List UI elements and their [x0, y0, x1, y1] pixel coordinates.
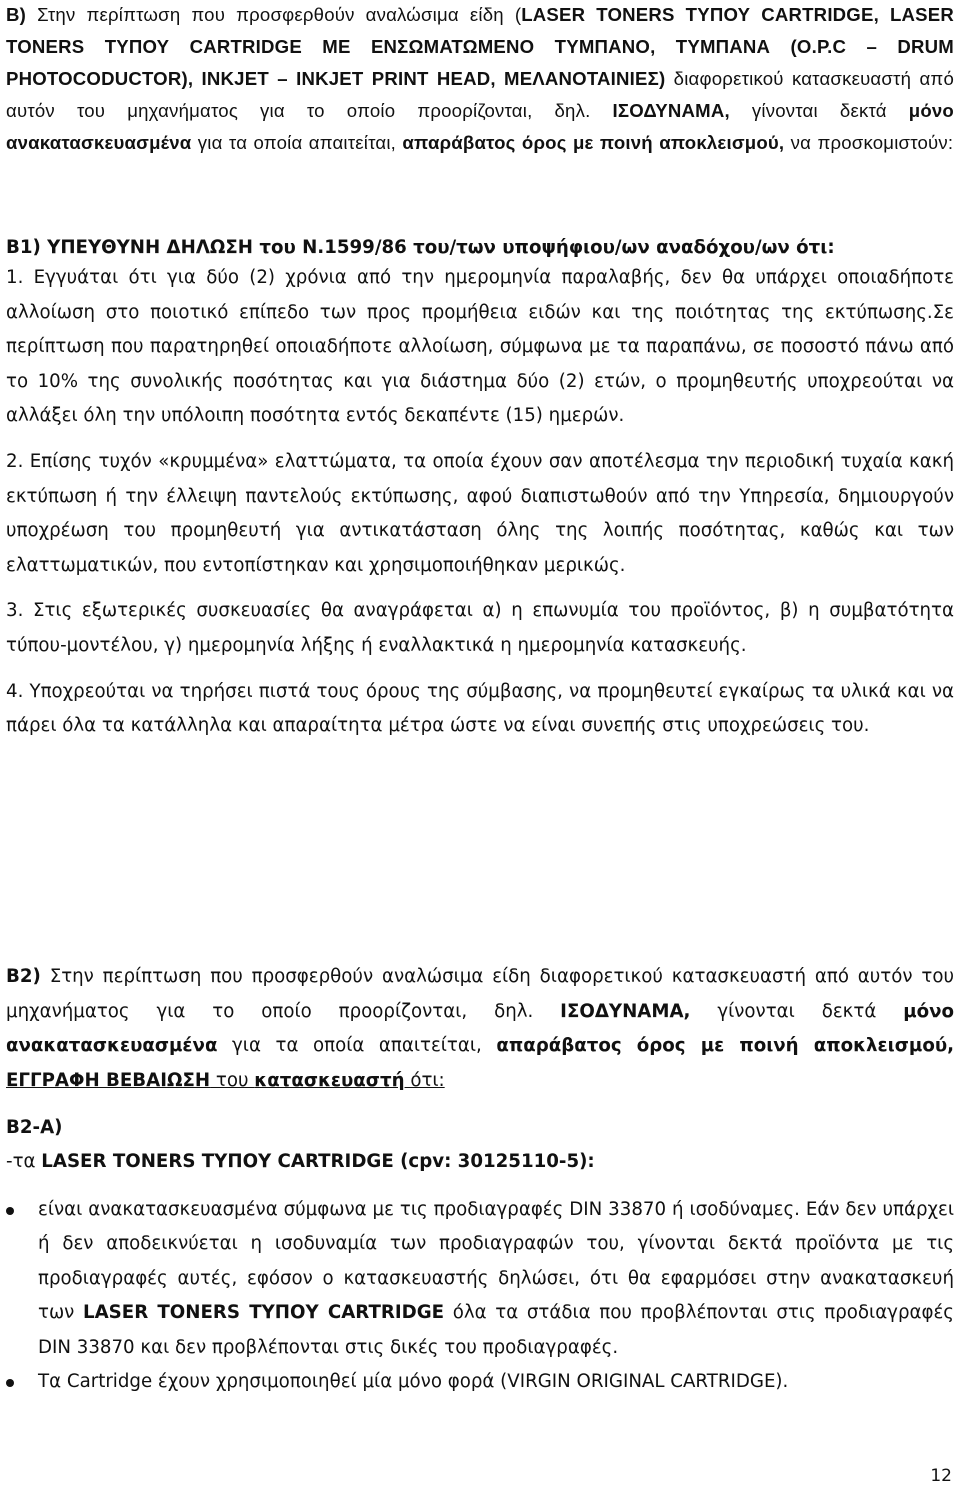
page-number: 12 — [930, 1466, 952, 1486]
list-item: 1. Εγγυάται ότι για δύο (2) χρόνια από την ημερομηνία παραλαβής, δεν θα υπάρχει οποιαδήποτε αλλοίωση στο ποιοτικό επίπεδο των προς προμήθεια ειδών και της ποιότητας της εκτύπωσης.Σε περίπτωση που παρατηρηθεί οποιαδήποτε αλλοίωση, σύμφωνα με τα παραπάνω, σε ποσοστό πάνω από το 10% της συνολικής ποσότητας και για διάστημα δύο (2) ετών, ο προμηθευτής υποχρεούται να αλλάξει όλη την υπόλοιπη ποσότητα εντός δεκαπέντε (15) ημερών. — [6, 267, 954, 427]
section-b2a — [6, 1111, 954, 1399]
section-b1 — [6, 232, 954, 744]
list-item: Τα Cartridge έχουν χρησιμοποιηθεί μία μόνο φορά (VIRGIN ORIGINAL CARTRIDGE). — [6, 1365, 954, 1399]
section-b2-label: Β2) — [6, 966, 41, 987]
bullet-list — [6, 1193, 954, 1399]
section-b2-paragraph: Β2) Στην περίπτωση που προσφερθούν αναλώσιμα είδη διαφορετικού κατασκευαστή από αυτόν του μηχανήματος για το οποίο προορίζονται, δηλ. ΙΣΟΔΥΝΑΜΑ, γίνονται δεκτά μόνο ανακατασκευασμένα για τα οποία απαιτείται, απαράβατος όρος με ποινή αποκλεισμού, ΕΓΓΡΑΦΗ ΒΕΒΑΙΩΣΗ του κατασκευαστή ότι: — [6, 966, 955, 1091]
bullet-icon — [6, 1207, 14, 1215]
list-item: 3. Στις εξωτερικές συσκευασίες θα αναγράφεται α) η επωνυμία του προϊόντος, β) η συμβατότητα τύπου-μοντέλου, γ) ημερομηνία λήξης ή εναλλακτικά η ημερομηνία κατασκευής. — [6, 600, 954, 656]
section-b2a-heading: Β2-Α) — [6, 1117, 63, 1138]
section-b-paragraph: Β) Στην περίπτωση που προσφερθούν αναλώσιμα είδη (LASER TONERS ΤΥΠΟΥ CARTRIDGE, LASER TONERS ΤΥΠΟΥ CARTRIDGE ΜΕ ΕΝΣΩΜΑΤΩΜΕΝΟ ΤΥΜΠΑΝΟ, ΤΥΜΠΑΝΑ (Ο.Ρ.C – DRUM PHOTOCODUCTOR), INKJET – INKJET PRINT HEAD, ΜΕΛΑΝΟΤΑΙΝΙΕΣ) διαφορετικού κατασκευαστή από αυτόν του μηχανήματος για το οποίο προορίζονται, δηλ. ΙΣΟΔΥΝΑΜΑ, γίνονται δεκτά μόνο ανακατασκευασμένα για τα οποία απαιτείται, απαράβατος όρος με ποινή αποκλεισμού, να προσκομιστούν: — [6, 4, 954, 153]
list-item: είναι ανακατασκευασμένα σύμφωνα με τις προδιαγραφές DIN 33870 ή ισοδύναμες. Εάν δεν υπάρχει ή δεν αποδεικνύεται η ισοδυναμία των προδιαγραφών του, γίνονται δεκτά προϊόντα με τις προδιαγραφές αυτές, εφόσον ο κατασκευαστής δηλώσει, ότι θα εφαρμόσει στην ανακατασκευή των LASER TONERS ΤΥΠΟΥ CARTRIDGE όλα τα στάδια που προβλέπονται στις προδιαγραφές DIN 33870 και δεν προβλέπονται στις δικές του προδιαγραφές. — [6, 1193, 954, 1365]
list-item: 2. Επίσης τυχόν «κρυμμένα» ελαττώματα, τα οποία έχουν σαν αποτέλεσμα την περιοδική τυχαία κακή εκτύπωση ή την έλλειψη παντελούς εκτύπωσης, αφού διαπιστωθούν από την Υπηρεσία, δημιουργούν υποχρέωση του προμηθευτή για αντικατάσταση όλης της λοιπής ποσότητας, καθώς και των ελαττωματικών, που εντοπίστηκαν και χρησιμοποιήθηκαν μερικώς. — [6, 450, 954, 576]
section-b1-heading: Β1) ΥΠΕΥΘΥΝΗ ΔΗΛΩΣΗ του Ν.1599/86 του/των υποψήφιου/ων αναδόχου/ων ότι: — [6, 237, 835, 258]
section-b2a-subheading: -τα LASER TONERS ΤΥΠΟΥ CARTRIDGE (cpv: 30125110-5): — [6, 1151, 595, 1172]
section-b-label: Β) — [6, 4, 27, 25]
bullet-icon — [6, 1379, 14, 1387]
list-item: 4. Υποχρεούται να τηρήσει πιστά τους όρους της σύμβασης, να προμηθευτεί εγκαίρως τα υλικά και να πάρει όλα τα κατάλληλα και απαραίτητα μέτρα ώστε να είναι συνεπής στις υποχρεώσεις του. — [6, 680, 954, 737]
